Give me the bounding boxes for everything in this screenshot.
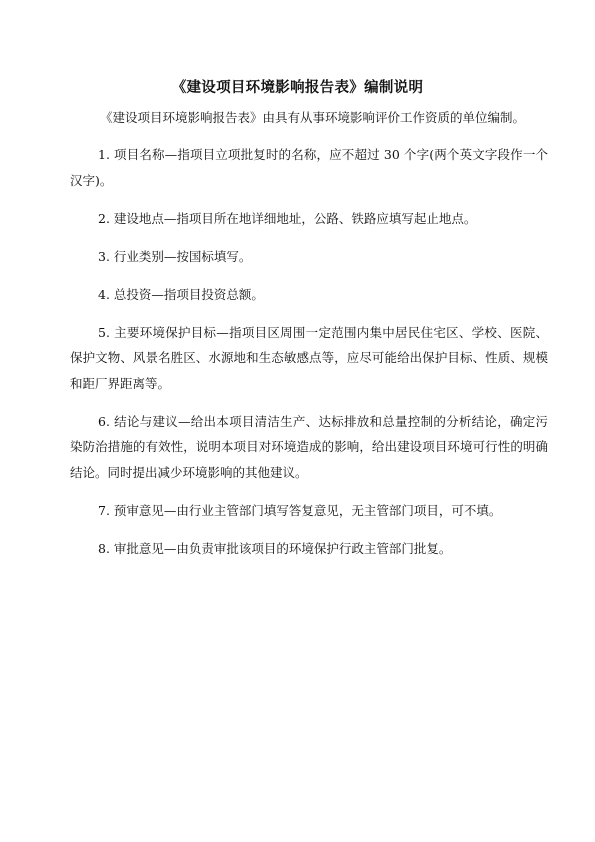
instruction-item-location: 2. 建设地点—指项目所在地详细地址，公路、铁路应填写起止地点。 — [98, 210, 477, 226]
instruction-item-industry: 3. 行业类别—按国标填写。 — [98, 248, 252, 264]
intro-paragraph: 《建设项目环境影响报告表》由具有从事环境影响评价工作资质的单位编制。 — [100, 110, 526, 125]
instruction-list — [70, 142, 548, 568]
document-title: 《建设项目环境影响报告表》编制说明 — [171, 79, 424, 96]
instruction-item-approval: 8. 审批意见—由负责审批该项目的环境保护行政主管部门批复。 — [98, 540, 452, 556]
instruction-item-project-name: 1. 项目名称—指项目立项批复时的名称，应不超过 30 个字(两个英文字段作一个汉字)。 — [70, 147, 548, 188]
instruction-item-investment: 4. 总投资—指项目投资总额。 — [98, 286, 264, 302]
instruction-item-protection-targets: 5. 主要环境保护目标—指项目区周围一定范围内集中居民住宅区、学校、医院、保护文物、风景名胜区、水源地和生态敏感点等，应尽可能给出保护目标、性质、规模和距厂界距离等。 — [70, 324, 548, 391]
instruction-item-conclusion: 6. 结论与建议—给出本项目清洁生产、达标排放和总量控制的分析结论，确定污染防治措施的有效性，说明本项目对环境造成的影响，给出建设项目环境可行性的明确结论。同时提出减少环境影响的其他建议。 — [70, 413, 548, 480]
instruction-item-preliminary-review: 7. 预审意见—由行业主管部门填写答复意见，无主管部门项目，可不填。 — [98, 502, 502, 518]
